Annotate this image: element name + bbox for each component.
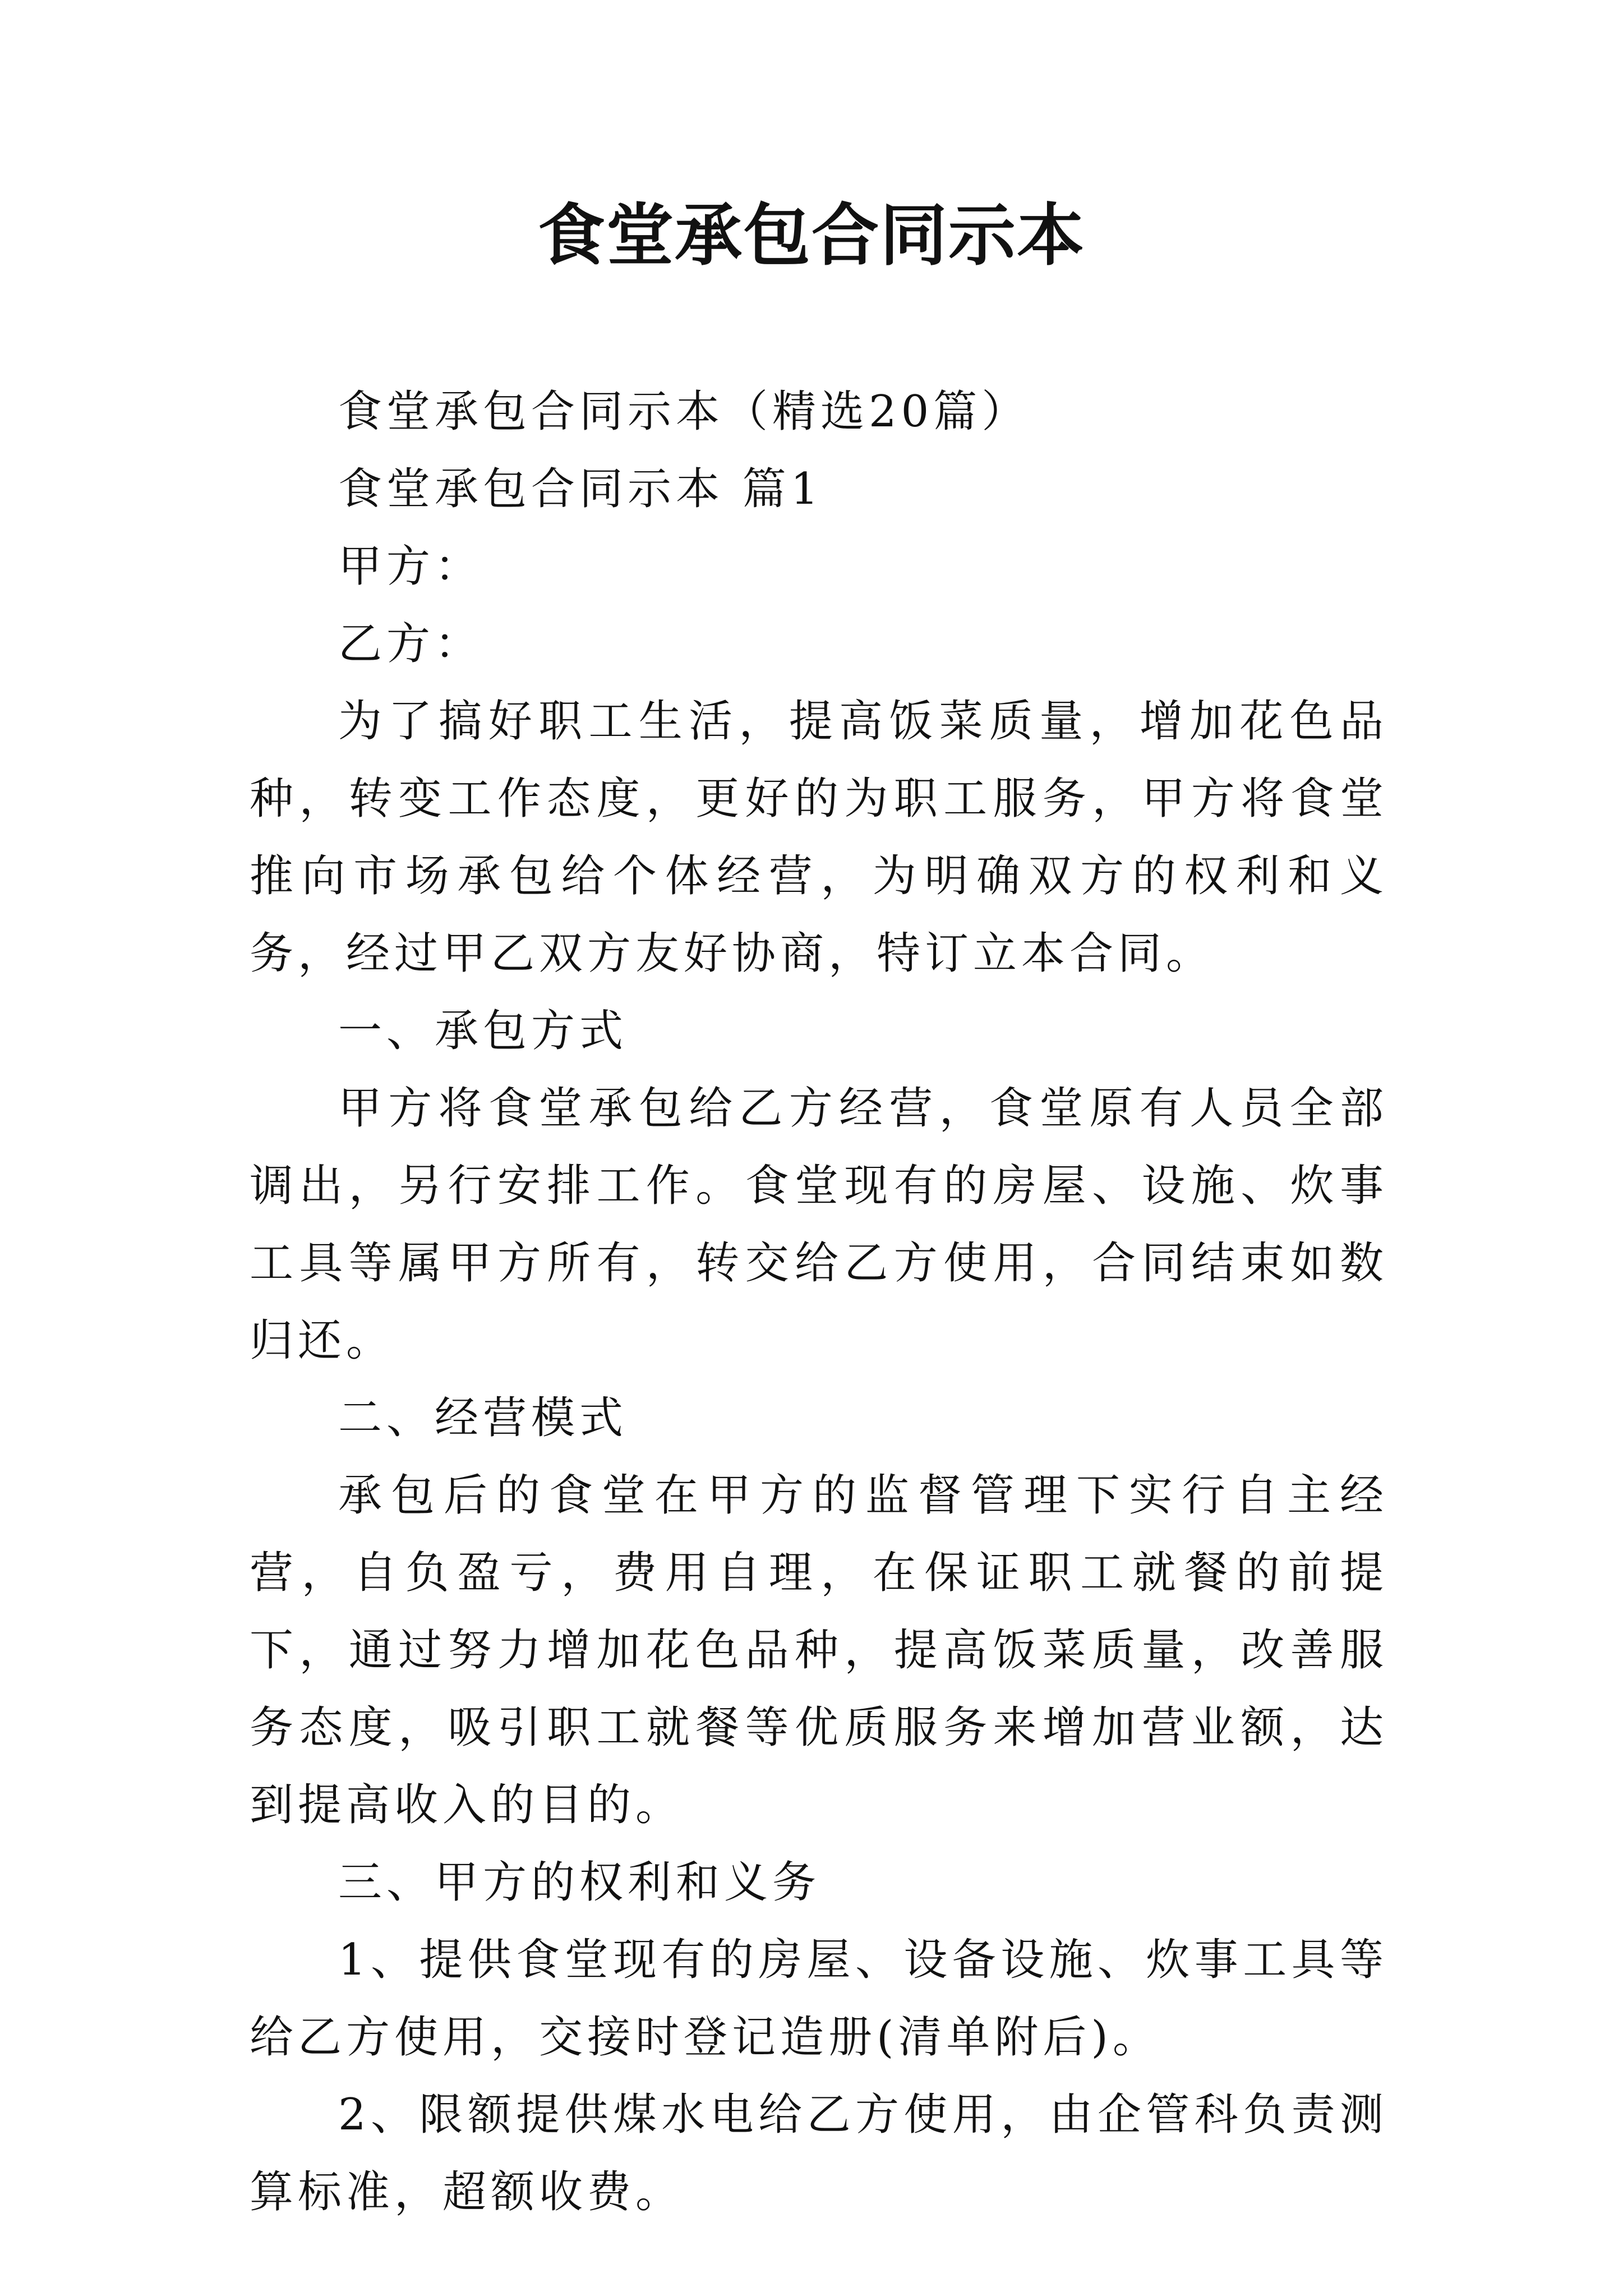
paragraph-contract-method: 甲方将食堂承包给乙方经营，食堂原有人员全部调出，另行安排工作。食堂现有的房屋、设施、炊事工具等属甲方所有，转交给乙方使用，合同结束如数归还。 [250, 1083, 1388, 1366]
paragraph-heading-1: 一、承包方式 [338, 1006, 628, 1056]
paragraph-party-a: 甲方： [338, 541, 483, 592]
paragraph-party-b: 乙方： [338, 619, 483, 669]
document-title: 食堂承包合同示本 [538, 196, 1085, 275]
paragraph-party-a-item-2: 2、限额提供煤水电给乙方使用，由企管科负责测算标准，超额收费。 [250, 2090, 1388, 2217]
paragraph-subtitle: 食堂承包合同示本（精选20篇） [338, 386, 1030, 437]
document-body [250, 373, 1388, 2231]
paragraph-heading-3: 三、甲方的权利和义务 [338, 1857, 821, 1908]
paragraph-section-heading: 食堂承包合同示本 篇1 [338, 464, 823, 514]
paragraph-intro: 为了搞好职工生活，提高饭菜质量，增加花色品种，转变工作态度，更好的为职工服务，甲方将食堂推向市场承包给个体经营，为明确双方的权利和义务，经过甲乙双方友好协商，特订立本合同。 [250, 696, 1388, 979]
paragraph-operation-mode: 承包后的食堂在甲方的监督管理下实行自主经营，自负盈亏，费用自理，在保证职工就餐的前提下，通过努力增加花色品种，提高饭菜质量，改善服务态度，吸引职工就餐等优质服务来增加营业额，达到提高收入的目的。 [250, 1470, 1388, 1830]
paragraph-heading-2: 二、经营模式 [338, 1393, 628, 1443]
paragraph-party-a-item-1: 1、提供食堂现有的房屋、设备设施、炊事工具等给乙方使用，交接时登记造册(清单附后)。 [250, 1935, 1388, 2063]
